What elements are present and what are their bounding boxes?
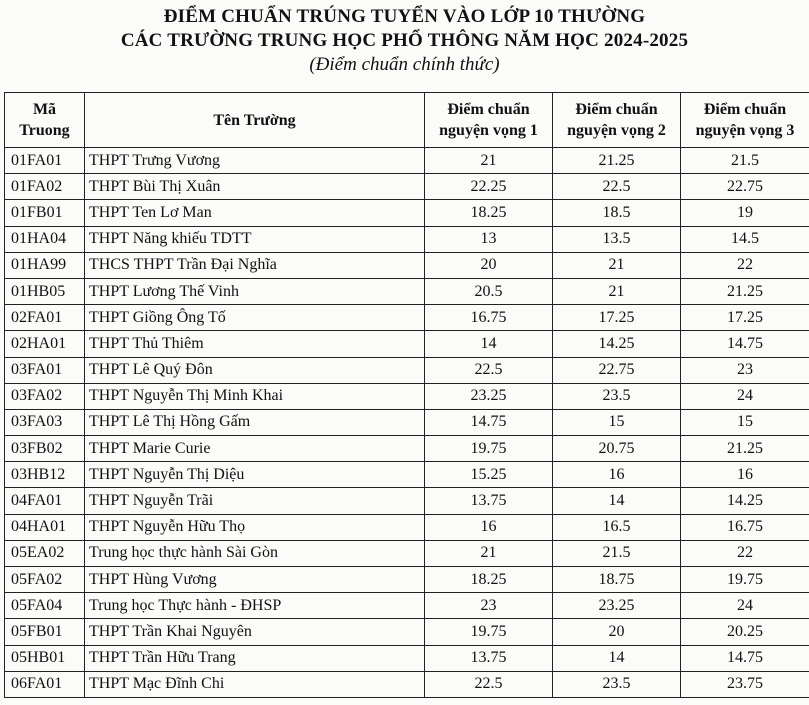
school-code-cell: 01FA02: [5, 174, 85, 200]
score-nv2-cell: 14: [553, 488, 681, 514]
school-name-cell: THPT Nguyễn Thị Minh Khai: [85, 383, 425, 409]
score-nv2-cell: 18.5: [553, 200, 681, 226]
school-code-cell: 01FB01: [5, 200, 85, 226]
score-nv3-cell: 16.75: [681, 514, 809, 540]
title-line-1: ĐIỂM CHUẨN TRÚNG TUYỂN VÀO LỚP 10 THƯỜNG: [163, 6, 646, 27]
score-nv2-cell: 23.5: [553, 383, 681, 409]
school-code-cell: 04FA01: [5, 488, 85, 514]
score-nv2-cell: 21.5: [553, 540, 681, 566]
score-nv2-cell: 13.5: [553, 226, 681, 252]
score-nv2-cell: 21.25: [553, 148, 681, 174]
school-code-cell: 04HA01: [5, 514, 85, 540]
score-nv2-cell: 23.25: [553, 593, 681, 619]
school-name-cell: Trung học Thực hành - ĐHSP: [85, 593, 425, 619]
title-line-2: CÁC TRƯỜNG TRUNG HỌC PHỔ THÔNG NĂM HỌC 2024-2025: [120, 30, 689, 51]
score-nv3-cell: 23: [681, 357, 809, 383]
score-nv1-cell: 23: [425, 593, 553, 619]
header-code-line-1: Mã: [32, 101, 57, 118]
school-code-cell: 03HB12: [5, 462, 85, 488]
score-nv3-cell: 14.75: [681, 645, 809, 671]
school-name-cell: THPT Thủ Thiêm: [85, 331, 425, 357]
school-code-cell: 02HA01: [5, 331, 85, 357]
score-nv1-cell: 22.25: [425, 174, 553, 200]
score-nv2-cell: 14: [553, 645, 681, 671]
school-name-cell: THPT Giồng Ông Tố: [85, 305, 425, 331]
school-code-cell: 05FA04: [5, 593, 85, 619]
score-nv1-cell: 19.75: [425, 619, 553, 645]
table-row: [5, 619, 809, 645]
score-nv3-cell: 20.25: [681, 619, 809, 645]
table-row: [5, 148, 809, 174]
score-nv1-cell: 16: [425, 514, 553, 540]
header-school-code: [5, 93, 85, 148]
score-nv1-cell: 15.25: [425, 462, 553, 488]
school-code-cell: 05FA02: [5, 567, 85, 593]
table-row: [5, 278, 809, 304]
school-name-cell: THPT Lê Thị Hồng Gấm: [85, 409, 425, 435]
table-row: [5, 671, 809, 697]
score-nv2-cell: 14.25: [553, 331, 681, 357]
table-row: [5, 331, 809, 357]
school-name-cell: THPT Nguyễn Trãi: [85, 488, 425, 514]
score-nv1-cell: 21: [425, 148, 553, 174]
score-nv1-cell: 19.75: [425, 436, 553, 462]
score-nv3-cell: 19: [681, 200, 809, 226]
score-nv2-cell: 20.75: [553, 436, 681, 462]
school-code-cell: 02FA01: [5, 305, 85, 331]
header-nv1-line-2: nguyện vọng 1: [439, 122, 538, 139]
school-name-cell: THPT Nguyễn Hữu Thọ: [85, 514, 425, 540]
header-nv3: [681, 93, 809, 148]
subtitle: (Điểm chuẩn chính thức): [309, 54, 500, 75]
table-row: [5, 514, 809, 540]
score-nv3-cell: 22.75: [681, 174, 809, 200]
header-nv3-line-1: Điểm chuẩn: [703, 101, 787, 118]
score-nv3-cell: 14.75: [681, 331, 809, 357]
table-row: [5, 409, 809, 435]
school-name-cell: THPT Nguyễn Thị Diệu: [85, 462, 425, 488]
score-nv2-cell: 15: [553, 409, 681, 435]
score-nv1-cell: 20.5: [425, 278, 553, 304]
header-nv1: [425, 93, 553, 148]
table-row: [5, 200, 809, 226]
score-nv3-cell: 22: [681, 252, 809, 278]
table-row: [5, 357, 809, 383]
score-nv3-cell: 24: [681, 383, 809, 409]
cutoff-score-table: [4, 92, 809, 698]
score-nv3-cell: 14.25: [681, 488, 809, 514]
score-nv1-cell: 23.25: [425, 383, 553, 409]
score-nv2-cell: 21: [553, 278, 681, 304]
table-row: [5, 488, 809, 514]
table-row: [5, 383, 809, 409]
school-name-cell: THPT Hùng Vương: [85, 567, 425, 593]
score-nv3-cell: 22: [681, 540, 809, 566]
school-code-cell: 06FA01: [5, 671, 85, 697]
school-name-cell: THPT Trưng Vương: [85, 148, 425, 174]
score-nv3-cell: 24: [681, 593, 809, 619]
table-row: [5, 174, 809, 200]
table-row: [5, 540, 809, 566]
header-name-label: Tên Trường: [213, 111, 296, 129]
school-code-cell: 01FA01: [5, 148, 85, 174]
table-row: [5, 252, 809, 278]
score-nv1-cell: 13: [425, 226, 553, 252]
score-nv2-cell: 22.5: [553, 174, 681, 200]
school-code-cell: 05HB01: [5, 645, 85, 671]
table-header-row: [5, 93, 809, 148]
header-nv2-line-2: nguyện vọng 2: [567, 122, 666, 139]
score-nv3-cell: 21.5: [681, 148, 809, 174]
school-name-cell: THPT Bùi Thị Xuân: [85, 174, 425, 200]
header-nv2-line-1: Điểm chuẩn: [575, 101, 658, 118]
header-nv1-line-1: Điểm chuẩn: [447, 101, 530, 118]
school-name-cell: THCS THPT Trần Đại Nghĩa: [85, 252, 425, 278]
school-code-cell: 01HA99: [5, 252, 85, 278]
score-nv1-cell: 18.25: [425, 567, 553, 593]
header-nv3-line-2: nguyện vọng 3: [695, 122, 795, 139]
school-name-cell: THPT Lê Quý Đôn: [85, 357, 425, 383]
school-name-cell: THPT Lương Thế Vinh: [85, 278, 425, 304]
table-row: [5, 462, 809, 488]
score-nv3-cell: 23.75: [681, 671, 809, 697]
score-nv1-cell: 21: [425, 540, 553, 566]
school-code-cell: 05EA02: [5, 540, 85, 566]
score-nv1-cell: 16.75: [425, 305, 553, 331]
score-nv2-cell: 16: [553, 462, 681, 488]
score-nv1-cell: 18.25: [425, 200, 553, 226]
school-name-cell: THPT Trần Hữu Trang: [85, 645, 425, 671]
school-name-cell: THPT Năng khiếu TDTT: [85, 226, 425, 252]
school-name-cell: THPT Marie Curie: [85, 436, 425, 462]
school-name-cell: THPT Ten Lơ Man: [85, 200, 425, 226]
score-nv2-cell: 16.5: [553, 514, 681, 540]
school-name-cell: Trung học thực hành Sài Gòn: [85, 540, 425, 566]
table-row: [5, 593, 809, 619]
score-nv3-cell: 15: [681, 409, 809, 435]
score-nv1-cell: 13.75: [425, 488, 553, 514]
score-nv2-cell: 20: [553, 619, 681, 645]
score-nv2-cell: 18.75: [553, 567, 681, 593]
table-row: [5, 305, 809, 331]
score-nv1-cell: 20: [425, 252, 553, 278]
school-code-cell: 03FA02: [5, 383, 85, 409]
table-row: [5, 436, 809, 462]
score-nv2-cell: 21: [553, 252, 681, 278]
header-school-name: [85, 93, 425, 148]
score-nv1-cell: 13.75: [425, 645, 553, 671]
score-nv3-cell: 14.5: [681, 226, 809, 252]
table-row: [5, 645, 809, 671]
score-nv2-cell: 23.5: [553, 671, 681, 697]
score-nv3-cell: 19.75: [681, 567, 809, 593]
school-code-cell: 05FB01: [5, 619, 85, 645]
score-nv3-cell: 21.25: [681, 436, 809, 462]
school-name-cell: THPT Mạc Đĩnh Chi: [85, 671, 425, 697]
table-row: [5, 567, 809, 593]
score-nv2-cell: 17.25: [553, 305, 681, 331]
school-code-cell: 03FB02: [5, 436, 85, 462]
score-nv1-cell: 14.75: [425, 409, 553, 435]
header-nv2: [553, 93, 681, 148]
school-code-cell: 03FA03: [5, 409, 85, 435]
score-nv1-cell: 22.5: [425, 357, 553, 383]
table-row: [5, 226, 809, 252]
score-nv3-cell: 17.25: [681, 305, 809, 331]
score-nv1-cell: 22.5: [425, 671, 553, 697]
school-name-cell: THPT Trần Khai Nguyên: [85, 619, 425, 645]
school-code-cell: 01HA04: [5, 226, 85, 252]
score-nv3-cell: 21.25: [681, 278, 809, 304]
school-code-cell: 03FA01: [5, 357, 85, 383]
header-code-line-2: Truong: [19, 122, 70, 139]
score-nv1-cell: 14: [425, 331, 553, 357]
score-nv2-cell: 22.75: [553, 357, 681, 383]
score-nv3-cell: 16: [681, 462, 809, 488]
school-code-cell: 01HB05: [5, 278, 85, 304]
